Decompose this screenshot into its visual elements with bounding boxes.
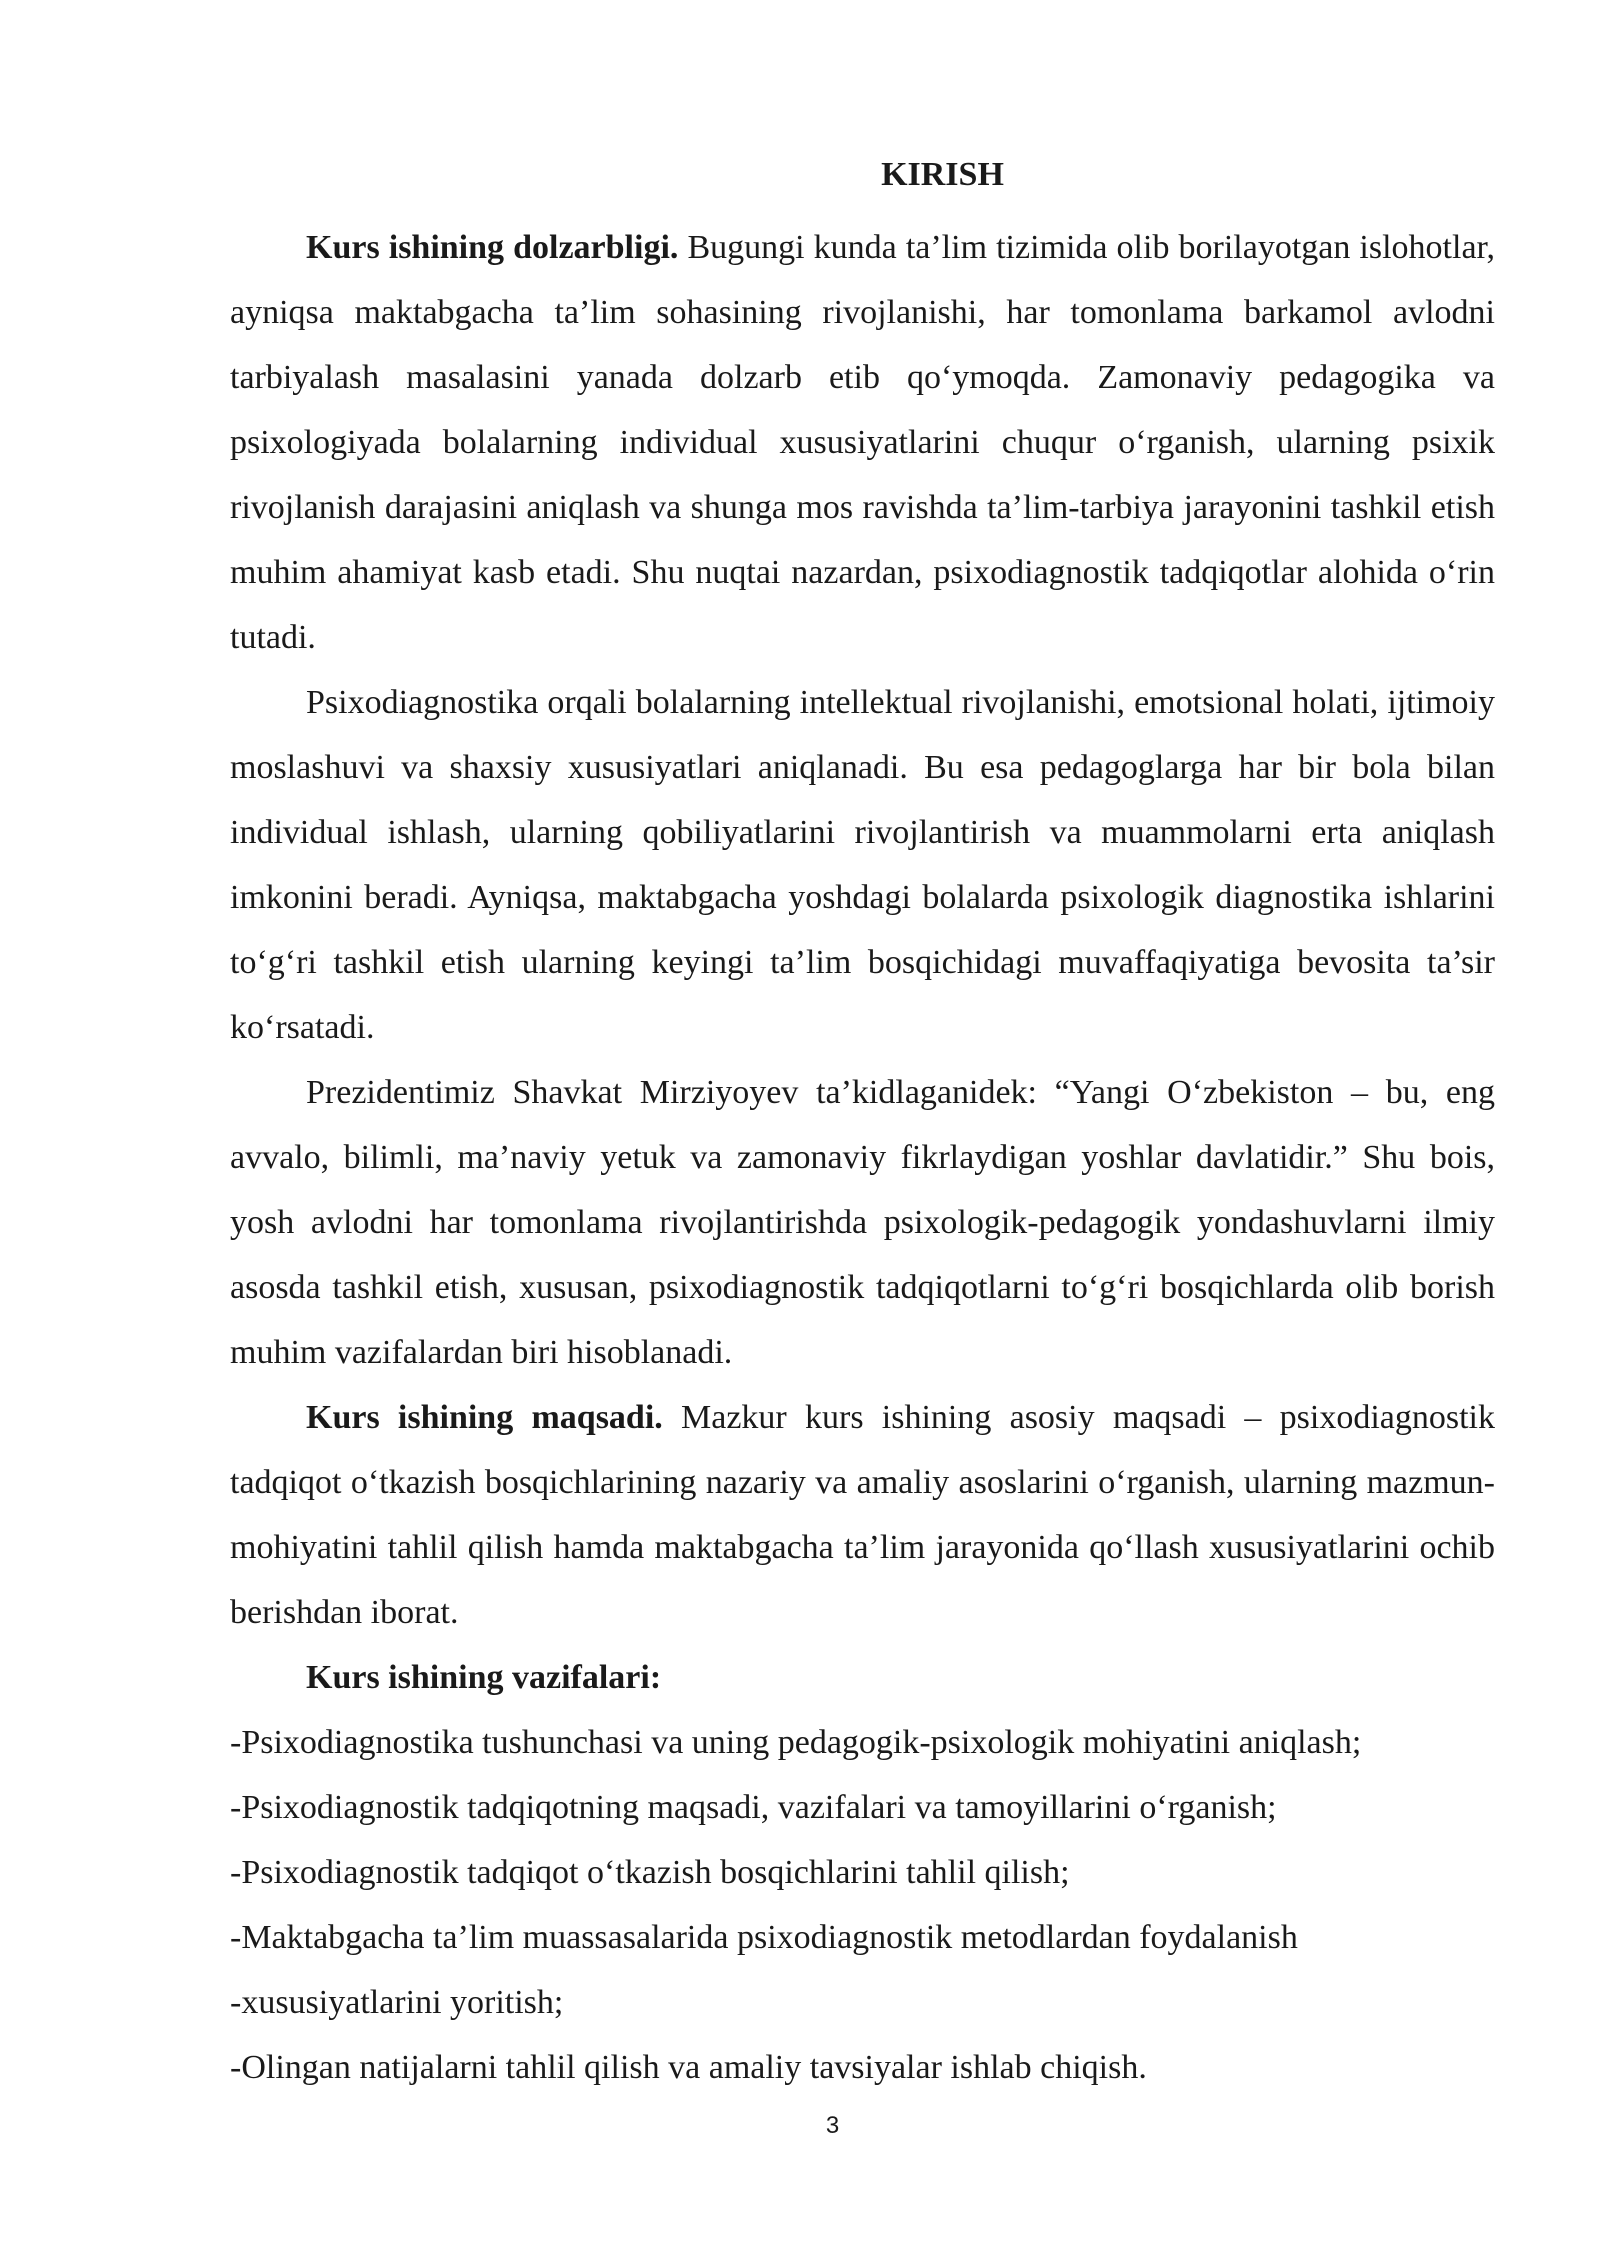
paragraph-president-quote: [230, 1060, 1495, 1385]
task-item: -Psixodiagnostik tadqiqot o‘tkazish bosqichlarini tahlil qilish;: [230, 1854, 1070, 1891]
task-item: -Maktabgacha ta’lim muassasalarida psixodiagnostik metodlardan foydalanish: [230, 1919, 1298, 1956]
paragraph-lead: Kurs ishining dolzarbligi.: [306, 229, 679, 266]
task-item: -Psixodiagnostik tadqiqotning maqsadi, vazifalari va tamoyillarini o‘rganish;: [230, 1789, 1277, 1826]
task-list: [230, 1710, 1495, 2100]
page-number: 3: [825, 2112, 840, 2139]
task-item: -Psixodiagnostika tushunchasi va uning pedagogik-psixologik mohiyatini aniqlash;: [230, 1724, 1362, 1761]
section-heading: KIRISH: [881, 156, 1004, 193]
paragraph-text: Prezidentimiz Shavkat Mirziyoyev ta’kidlaganidek: “Yangi O‘zbekiston – bu, eng avvalo, bilimli, ma’naviy yetuk va zamonaviy fikrlaydigan yoshlar davlatidir.” Shu bois, yosh avlodni har tomonlama rivojlantirishda psixologik-pedagogik yondashuvlarni ilmiy asosda tashkil etish, xususan, psixodiagnostik tadqiqotlarni to‘g‘ri bosqichlarda olib borish muhim vazifalardan biri hisoblanadi.: [230, 1074, 1495, 1371]
paragraph-text: Mazkur kurs ishining asosiy maqsadi – psixodiagnostik tadqiqot o‘tkazish bosqichlarining nazariy va amaliy asoslarini o‘rganish, ularning mazmun-mohiyatini tahlil qilish hamda maktabgacha ta’lim jarayonida qo‘llash xususiyatlarini ochib berishdan iborat.: [230, 1399, 1495, 1631]
task-item: -xususiyatlarini yoritish;: [230, 1984, 564, 2021]
paragraph-text: Bugungi kunda ta’lim tizimida olib borilayotgan islohotlar, ayniqsa maktabgacha ta’lim sohasining rivojlanishi, har tomonlama barkamol avlodni tarbiyalash masalasini yanada dolzarb etib qo‘ymoqda. Zamonaviy pedagogika va psixologiyada bolalarning individual xususiyatlarini chuqur o‘rganish, ularning psixik rivojlanish darajasini aniqlash va shunga mos ravishda ta’lim-tarbiya jarayonini tashkil etish muhim ahamiyat kasb etadi. Shu nuqtai nazardan, psixodiagnostik tadqiqotlar alohida o‘rin tutadi.: [230, 229, 1495, 656]
paragraph-goal: [230, 1385, 1495, 1645]
task-item: -Olingan natijalarni tahlil qilish va amaliy tavsiyalar ishlab chiqish.: [230, 2049, 1147, 2086]
paragraph-relevance: [230, 215, 1495, 670]
page-content: [230, 150, 1495, 2100]
paragraph-psychodiagnostics: [230, 670, 1495, 1060]
paragraph-lead: Kurs ishining maqsadi.: [306, 1399, 663, 1436]
tasks-heading: Kurs ishining vazifalari:: [306, 1659, 662, 1696]
paragraph-text: Psixodiagnostika orqali bolalarning intellektual rivojlanishi, emotsional holati, ijtimoiy moslashuvi va shaxsiy xususiyatlari aniqlanadi. Bu esa pedagoglarga har bir bola bilan individual ishlash, ularning qobiliyatlarini rivojlantirish va muammolarni erta aniqlash imkonini beradi. Ayniqsa, maktabgacha yoshdagi bolalarda psixologik diagnostika ishlarini to‘g‘ri tashkil etish ularning keyingi ta’lim bosqichidagi muvaffaqiyatiga bevosita ta’sir ko‘rsatadi.: [230, 684, 1495, 1046]
